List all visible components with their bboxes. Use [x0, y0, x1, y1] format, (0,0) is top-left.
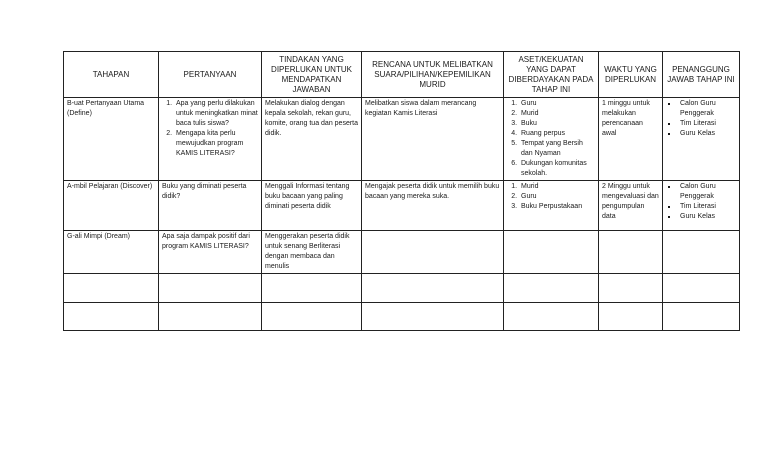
- empty-cell: [262, 303, 362, 331]
- table-row: [64, 303, 740, 331]
- empty-cell: [362, 274, 504, 303]
- planning-table: [63, 51, 740, 331]
- table-header-row: [64, 52, 740, 98]
- aset-list: [507, 99, 595, 179]
- cell-pertanyaan: [159, 98, 262, 181]
- list-item: ▪ Calon Guru Penggerak: [678, 182, 736, 202]
- header-tahapan: TAHAPAN: [64, 52, 159, 98]
- cell-pertanyaan: Apa saja dampak positif dari program KAMIS LITERASI?: [159, 231, 262, 274]
- empty-cell: [362, 303, 504, 331]
- list-item: ▪ Tim Literasi: [678, 119, 736, 129]
- cell-aset: [504, 231, 599, 274]
- list-item: 2. Murid: [519, 109, 595, 119]
- cell-rencana: [362, 231, 504, 274]
- list-item: ▪ Guru Kelas: [678, 212, 736, 222]
- list-item: 1. Murid: [519, 182, 595, 192]
- cell-pertanyaan: Buku yang diminati peserta didik?: [159, 181, 262, 231]
- header-waktu: WAKTU YANG DIPERLUKAN: [599, 52, 663, 98]
- header-rencana: RENCANA UNTUK MELIBATKAN SUARA/PILIHAN/KEPEMILIKAN MURID: [362, 52, 504, 98]
- list-item: 4. Ruang perpus: [519, 129, 595, 139]
- header-aset: ASET/KEKUATAN YANG DAPAT DIBERDAYAKAN PADA TAHAP INI: [504, 52, 599, 98]
- empty-cell: [64, 303, 159, 331]
- empty-cell: [663, 274, 740, 303]
- cell-waktu: [599, 231, 663, 274]
- list-item: ▪ Tim Literasi: [678, 202, 736, 212]
- cell-waktu: 2 Minggu untuk mengevaluasi dan pengumpulan data: [599, 181, 663, 231]
- empty-cell: [504, 303, 599, 331]
- list-item: 3. Buku Perpustakaan: [519, 202, 595, 212]
- cell-tindakan: Menggali Informasi tentang buku bacaan yang paling diminati peserta didik: [262, 181, 362, 231]
- cell-tindakan: Melakukan dialog dengan kepala sekolah, rekan guru, komite, orang tua dan peserta didik.: [262, 98, 362, 181]
- cell-penanggung-jawab: [663, 98, 740, 181]
- list-item: 2. Guru: [519, 192, 595, 202]
- cell-aset: [504, 98, 599, 181]
- cell-penanggung-jawab: [663, 231, 740, 274]
- empty-cell: [159, 274, 262, 303]
- cell-tahapan: B-uat Pertanyaan Utama (Define): [64, 98, 159, 181]
- empty-cell: [663, 303, 740, 331]
- empty-cell: [159, 303, 262, 331]
- empty-cell: [64, 274, 159, 303]
- penanggung-list: [666, 99, 736, 139]
- cell-tindakan: Menggerakan peserta didik untuk senang Berliterasi dengan membaca dan menulis: [262, 231, 362, 274]
- cell-rencana: Mengajak peserta didik untuk memilih buku bacaan yang mereka suka.: [362, 181, 504, 231]
- table-row: [64, 98, 740, 181]
- list-item: 1. Apa yang perlu dilakukan untuk meningkatkan minat baca tulis siswa?: [174, 99, 258, 129]
- list-item: 1. Guru: [519, 99, 595, 109]
- list-item: 5. Tempat yang Bersih dan Nyaman: [519, 139, 595, 159]
- cell-tahapan: A-mbil Pelajaran (Discover): [64, 181, 159, 231]
- cell-aset: [504, 181, 599, 231]
- table-row: [64, 181, 740, 231]
- aset-list: [507, 182, 595, 212]
- cell-tahapan: G-ali Mimpi (Dream): [64, 231, 159, 274]
- header-penanggung-jawab: PENANGGUNG JAWAB TAHAP INI: [663, 52, 740, 98]
- list-item: 3. Buku: [519, 119, 595, 129]
- table-row: [64, 231, 740, 274]
- table-row: [64, 274, 740, 303]
- empty-cell: [599, 303, 663, 331]
- empty-cell: [599, 274, 663, 303]
- header-tindakan: TINDAKAN YANG DIPERLUKAN UNTUK MENDAPATKAN JAWABAN: [262, 52, 362, 98]
- list-item: ▪ Guru Kelas: [678, 129, 736, 139]
- penanggung-list: [666, 182, 736, 222]
- empty-cell: [262, 274, 362, 303]
- list-item: 6. Dukungan komunitas sekolah.: [519, 159, 595, 179]
- cell-waktu: 1 minggu untuk melakukan perencanaan awal: [599, 98, 663, 181]
- header-pertanyaan: PERTANYAAN: [159, 52, 262, 98]
- empty-cell: [504, 274, 599, 303]
- list-item: 2. Mengapa kita perlu mewujudkan program KAMIS LITERASI?: [174, 129, 258, 159]
- list-item: ▪ Calon Guru Penggerak: [678, 99, 736, 119]
- cell-rencana: Melibatkan siswa dalam merancang kegiatan Kamis Literasi: [362, 98, 504, 181]
- cell-penanggung-jawab: [663, 181, 740, 231]
- pertanyaan-list: [162, 99, 258, 159]
